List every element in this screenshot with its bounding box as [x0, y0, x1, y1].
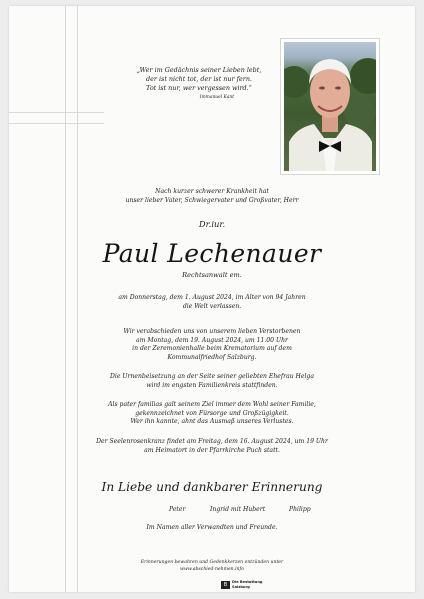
portrait-image — [284, 42, 376, 171]
intro-text: Nach kurzer schwerer Krankheit hat unser lieber Vater, Schwiegervater und Großvater, Herr — [125, 188, 299, 204]
tribute-text: Als pater familias galt seinem Ziel immer dem Wohl seiner Familie, gekennzeichnet von Fürsorge und Großzügigkeit. Wer ihn kannte, ahnt das Ausmaß unseres Verlustes. — [108, 401, 316, 426]
footer-text: Erinnerungen bewahren und Gedenkkerzen entzünden unter www.abschied-nehmen.info — [9, 559, 415, 573]
mourner-philipp: Philipp — [289, 506, 311, 513]
profession: Rechtsanwalt em. — [182, 271, 242, 279]
quote-line: „Wer im Gedächnis seiner Lieben lebt, — [136, 66, 262, 74]
logo-mark-icon: B — [221, 581, 230, 589]
quote-author: Immanuel Kant — [199, 95, 234, 100]
mourner-peter: Peter — [169, 506, 186, 513]
quote-line: Tot ist nur, wer vergessen wird.“ — [146, 84, 252, 92]
deceased-name: Paul Lechenauer — [102, 239, 322, 268]
farewell-ceremony: Wir verabschieden uns von unserem lieben Verstorbenen am Montag, dem 19. August 2024, um 11.00 Uhr in der Zeremonienhalle beim Krematorium auf dem Kommunalfriedhof Salzburg. — [123, 328, 301, 361]
portrait-illustration — [284, 42, 376, 171]
rosary-notice: Der Seelenrosenkranz findet am Freitag, dem 16. August 2024, um 19 Uhr am Heimatort in der Pfarrkirche Puch statt. — [96, 438, 328, 454]
mourner-ingrid: Ingrid mit Hubert — [210, 506, 266, 513]
death-notice: am Donnerstag, dem 1. August 2024, im Alter von 94 Jahren die Welt verlassen. — [118, 294, 306, 310]
cross-horizontal-beam — [9, 112, 104, 124]
closing-line: In Liebe und dankbarer Erinnerung — [101, 480, 323, 494]
quote-line: der ist nicht tot, der ist nur fern. — [146, 75, 252, 83]
memorial-quote — [109, 66, 289, 103]
logo-text: Die Bestattung Salzburg — [232, 580, 263, 589]
website-link[interactable]: www.abschied-nehmen.info — [180, 567, 244, 572]
urn-burial: Die Urnenbeisetzung an der Seite seiner geliebten Ehefrau Helga wird im engsten Familienkreis stattfinden. — [110, 373, 314, 389]
mourners-others: Im Namen aller Verwandten und Freunde. — [146, 524, 278, 531]
portrait-photo — [280, 38, 380, 175]
academic-title: Dr.iur. — [198, 219, 226, 229]
obituary-card — [9, 6, 415, 592]
